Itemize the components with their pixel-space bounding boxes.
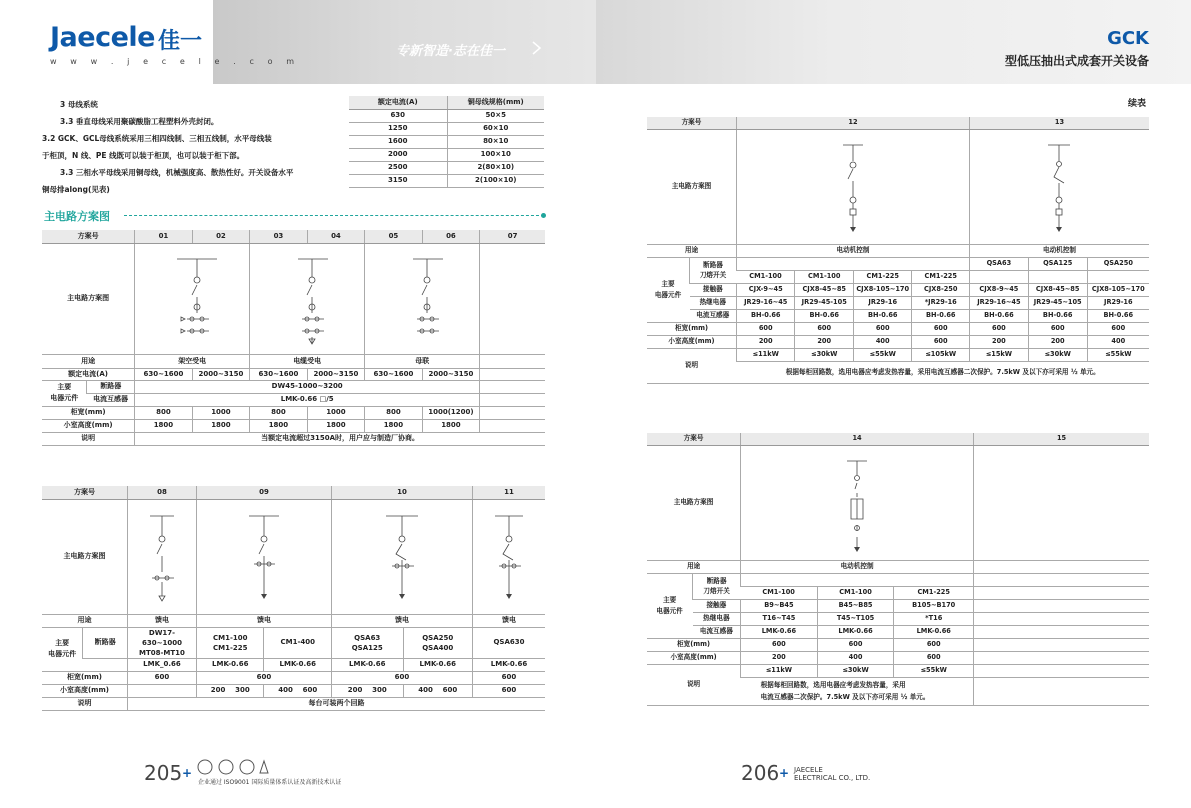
table-cell: 100×10 [447,148,544,161]
table-cell-part: 400 [278,686,293,694]
table-cell: 800 [365,406,423,419]
circuit-diagram-05-06 [365,243,480,354]
table-header: 02 [192,230,250,243]
table-cell: 800 [135,406,193,419]
table-cell: DW17-630~1000 MT08-MT10 [127,627,196,658]
table-cell: ≤55kW [894,664,974,677]
table-cell [974,638,1149,651]
text-line: 于柜顶，N 线、PE 线既可以装于柜顶，也可以装于柜下部。 [42,151,245,160]
table-cell: 2000~3150 [307,368,365,380]
busbar-table [349,96,544,188]
table-cell: 200 [969,335,1028,348]
table-header: 05 [365,230,423,243]
table-cell [196,684,264,697]
table-header: 12 [736,117,969,129]
table-cell [1028,270,1087,283]
circuit-diagram [137,247,247,347]
row-label: 小室高度(mm) [42,684,127,697]
table-cell-part: 600 [442,686,458,694]
table-cell: 电动机控制 [741,560,974,573]
row-label: 主要 电器元件 [42,380,87,406]
scheme-table-01-07 [42,230,545,446]
table-cell [974,560,1149,573]
table-cell: ≤30kW [795,348,854,361]
table-cell: 600 [472,684,545,697]
footer-company-name: JAECELE [794,766,823,774]
table-cell [974,677,1149,705]
circuit-diagram-08 [127,499,196,614]
table-cell: 80×10 [447,135,544,148]
left-header [0,0,596,84]
row-label: 主电路方案图 [42,499,127,614]
slogan: 专新智造·志在佳一 [396,44,505,59]
table-cell: QSA125 [1028,257,1087,270]
row-label: 用途 [647,244,736,257]
text-line: 3.3 三相水平母线采用铜母线，机械强度高、散热性好。开关设备水平 [60,168,294,177]
table-cell: 600 [1028,322,1087,335]
table-cell: BH-0.66 [795,309,854,322]
table-header: 03 [250,230,308,243]
table-cell-part: 400 [418,686,433,694]
table-cell: 600 [912,335,970,348]
table-cell: QSA630 [472,627,545,658]
table-cell: 1800 [422,419,480,432]
table-header: 09 [196,486,331,499]
circuit-diagram [367,247,477,347]
table-cell: 630 [349,109,447,122]
table-cell: 600 [331,671,472,684]
table-cell [264,684,332,697]
table-cell: 根据每柜回路数，选用电器应考虑发热容量，采用电流互感器二次保护。7.5kW 及以下亦可采用 ½ 单元。 [736,361,1149,383]
table-cell: 馈电 [196,614,331,627]
table-cell: 600 [817,638,894,651]
table-cell: CJX8-45~85 [795,283,854,296]
table-cell: ≤11kW [741,664,818,677]
table-header: 方案号 [42,486,127,499]
table-cell: LMK-0.66 [264,658,332,671]
table-cell [974,599,1149,612]
scheme-table-08-11 [42,486,545,711]
table-cell: CJX8-105~170 [853,283,912,296]
table-cell: CM1-100 [736,270,795,283]
row-label: 柜宽(mm) [42,406,135,419]
table-header: 06 [422,230,480,243]
row-label: 小室高度(mm) [647,651,741,664]
circuit-diagram [475,502,543,607]
table-cell: 200 [795,335,854,348]
row-label: 主电路方案图 [647,129,736,244]
table-header: 04 [307,230,365,243]
table-cell: JR29-16 [853,296,912,309]
table-cell-part: 300 [372,686,387,694]
table-cell: JR29-16~45 [736,296,795,309]
table-cell: 400 [1087,335,1149,348]
row-label: 主要 电器元件 [42,627,83,671]
table-cell: 630~1600 [365,368,423,380]
table-cell: 800 [250,406,308,419]
circuit-diagram-07 [480,243,545,354]
circuit-diagram [130,502,194,607]
table-cell: CJX-9~45 [736,283,795,296]
circuit-diagram [739,131,967,239]
row-label: 小室高度(mm) [42,419,135,432]
table-cell [974,625,1149,638]
table-cell: CM1-400 [264,627,332,658]
table-header: 01 [135,230,193,243]
table-cell: CM1-100 [795,270,854,283]
table-cell: CM1-225 [894,586,974,599]
table-cell: T16~T45 [741,612,818,625]
row-label: 说明 [42,697,127,710]
row-label: 主电路方案图 [42,243,135,354]
product-title: GCK [1107,28,1149,49]
table-cell [331,684,403,697]
table-cell: JR29-45-105 [795,296,854,309]
table-cell: LMK-0.66 [196,658,264,671]
table-cell: 600 [127,671,196,684]
table-cell: 1800 [192,419,250,432]
note-line: 电流互感器二次保护。7.5kW 及以下亦可采用 ½ 单元。 [760,693,930,701]
circuit-diagram [743,447,971,555]
table-cell: T45~T105 [817,612,894,625]
table-cell: CM1-225 [853,270,912,283]
table-cell: 2500 [349,161,447,174]
table-header: 15 [974,433,1149,445]
table-cell: 600 [969,322,1028,335]
row-label: 主要 电器元件 [647,573,693,638]
row-label: 用途 [42,614,127,627]
table-cell: CJX8-105~170 [1087,283,1149,296]
continued-label: 续表 [1128,99,1147,109]
footer-company-sub: ELECTRICAL CO., LTD. [794,774,871,782]
table-cell: LMK-0.66 [472,658,545,671]
plus-icon: + [182,766,193,780]
table-cell: LMK_0.66 [127,658,196,671]
table-header: 14 [741,433,974,445]
note-line: 根据每柜回路数，选用电器应考虑发热容量，采用 [760,681,906,689]
table-cell: ≤30kW [817,664,894,677]
table-cell: 200 [741,651,818,664]
table-cell: ≤105kW [912,348,970,361]
table-header: 07 [480,230,545,243]
table-cell: 400 [817,651,894,664]
table-cell: 每台可装两个回路 [127,697,545,710]
table-header: 铜母线规格(mm) [447,96,544,109]
row-label: 电流互感器 [87,393,135,406]
table-cell: 600 [853,322,912,335]
row-label: 用途 [647,560,741,573]
table-cell: 2000~3150 [192,368,250,380]
circuit-diagram-03-04 [250,243,365,354]
table-cell [741,573,974,586]
table-cell [974,651,1149,664]
table-cell: BH-0.66 [969,309,1028,322]
table-header: 方案号 [42,230,135,243]
table-cell: JR29-16~45 [969,296,1028,309]
table-cell [83,658,128,671]
table-cell: ≤55kW [1087,348,1149,361]
table-cell: 馈电 [472,614,545,627]
table-cell [127,684,196,697]
table-cell: 1800 [365,419,423,432]
section-title: 主电路方案图 [44,210,110,223]
row-label: 说明 [647,348,736,383]
row-label: 说明 [42,432,135,445]
table-cell: LMK-0.66 [331,658,403,671]
table-cell [974,612,1149,625]
table-cell: 2000~3150 [422,368,480,380]
table-cell: B9~B45 [741,599,818,612]
table-cell: ≤55kW [853,348,912,361]
table-cell: BH-0.66 [1087,309,1149,322]
page-number-right: 206 [741,761,780,785]
table-cell [969,270,1028,283]
table-header: 10 [331,486,472,499]
row-label: 柜宽(mm) [647,638,741,651]
table-cell: CJX8-45~85 [1028,283,1087,296]
table-cell: 当额定电流超过3150A时，用户应与制造厂协商。 [135,432,545,445]
circuit-diagram [199,502,329,607]
table-cell: 2(100×10) [447,174,544,187]
table-cell [1087,270,1149,283]
row-label: 主要 电器元件 [647,257,690,322]
circuit-diagram-11 [472,499,545,614]
table-cell: 电动机控制 [736,244,969,257]
page-number-left: 205 [144,761,183,785]
circuit-diagram-13 [969,129,1149,244]
table-cell: 600 [912,322,970,335]
table-cell: 200 [736,335,795,348]
table-cell: DW45-1000~3200 [135,380,480,393]
table-cell: LMK-0.66 □/5 [135,393,480,406]
table-cell [480,368,545,380]
table-cell: CM1-225 [912,270,970,283]
row-label: 柜宽(mm) [647,322,736,335]
table-cell-part: 200 [210,686,226,694]
table-cell [403,684,472,697]
table-header: 额定电流(A) [349,96,447,109]
scheme-table-14-15 [647,433,1149,706]
table-header: 方案号 [647,117,736,129]
scheme-table-12-13 [647,117,1149,384]
table-cell: 1250 [349,122,447,135]
table-cell: 1000 [192,406,250,419]
row-label: 电流互感器 [690,309,737,322]
table-cell: 1800 [250,419,308,432]
table-cell: 馈电 [331,614,472,627]
table-cell: QSA63 QSA125 [331,627,403,658]
table-cell: CM1-100 [741,586,818,599]
table-cell: 架空受电 [135,354,250,368]
table-cell-part: 300 [235,686,250,694]
circuit-diagram-15 [974,445,1149,560]
circuit-diagram [334,502,470,607]
circuit-diagram-12 [736,129,969,244]
table-cell: LMK-0.66 [403,658,472,671]
table-cell: BH-0.66 [853,309,912,322]
row-label: 小室高度(mm) [647,335,736,348]
table-header: 11 [472,486,545,499]
row-label: 断路器 [87,380,135,393]
row-label: 电流互感器 [693,625,741,638]
row-label: 额定电流(A) [42,368,135,380]
table-cell [974,573,1149,586]
table-cell: CJX8-250 [912,283,970,296]
table-cell [480,393,545,406]
circuit-diagram-14 [741,445,974,560]
table-cell: B45~B85 [817,599,894,612]
circuit-diagram-09 [196,499,331,614]
table-cell: 630~1600 [135,368,193,380]
table-cell: ≤11kW [736,348,795,361]
row-label: 断路器 刀熔开关 [693,573,741,599]
text-line: 铜母排along(见表) [42,185,110,194]
row-label: 热继电器 [690,296,737,309]
table-cell: *JR29-16 [912,296,970,309]
row-label: 用途 [42,354,135,368]
table-cell: BH-0.66 [912,309,970,322]
text-line: 3.3 垂直母线采用聚碳酸脂工程塑料外壳封闭。 [60,117,219,126]
table-header: 13 [969,117,1149,129]
table-cell: 1000 [307,406,365,419]
circuit-diagram [972,131,1147,239]
table-cell: 馈电 [127,614,196,627]
table-cell: 600 [741,638,818,651]
certification-icons [196,758,270,776]
table-cell: 600 [795,322,854,335]
table-cell: ≤30kW [1028,348,1087,361]
circuit-diagram-10 [331,499,472,614]
busbar-description [42,96,340,198]
table-cell: *T16 [894,612,974,625]
row-label: 接触器 [690,283,737,296]
table-cell [741,677,974,705]
table-cell: 50×5 [447,109,544,122]
circuit-diagram-01-02 [135,243,250,354]
section-divider [124,215,544,216]
table-header: 方案号 [647,433,741,445]
row-label: 热继电器 [693,612,741,625]
table-cell: CJX8-9~45 [969,283,1028,296]
table-cell: 200 [1028,335,1087,348]
product-subtitle: 型低压抽出式成套开关设备 [1004,54,1149,68]
table-cell [480,406,545,419]
table-cell: 电缆受电 [250,354,365,368]
table-cell: 1800 [307,419,365,432]
table-cell: QSA250 QSA400 [403,627,472,658]
table-cell [480,354,545,368]
table-cell: 3150 [349,174,447,187]
row-label: 接触器 [693,599,741,612]
table-cell: QSA63 [969,257,1028,270]
table-cell: JR29-16 [1087,296,1149,309]
row-label: 柜宽(mm) [42,671,127,684]
table-header: 08 [127,486,196,499]
table-cell: QSA250 [1087,257,1149,270]
table-cell: 600 [736,322,795,335]
row-label: 断路器 [83,627,128,658]
table-cell: LMK-0.66 [894,625,974,638]
table-cell-part: 200 [347,686,363,694]
table-cell: 600 [894,651,974,664]
company-logo-cn: 佳一 [158,29,203,54]
company-logo: Jaecele [50,22,155,53]
table-cell: 1800 [135,419,193,432]
table-cell: 600 [472,671,545,684]
table-cell: 400 [853,335,912,348]
section-dot [541,213,546,218]
table-cell: BH-0.66 [736,309,795,322]
table-cell: 2(80×10) [447,161,544,174]
table-cell [974,586,1149,599]
table-cell: 630~1600 [250,368,308,380]
table-cell: LMK-0.66 [817,625,894,638]
right-header [596,0,1191,84]
row-label: 断路器 刀熔开关 [690,257,737,283]
row-label: 说明 [647,664,741,705]
company-url: w w w . j e c e l e . c o m [50,57,300,66]
table-cell: B105~B170 [894,599,974,612]
table-cell [480,419,545,432]
row-label: 主电路方案图 [647,445,741,560]
table-cell: 1600 [349,135,447,148]
table-cell: CM1-100 [817,586,894,599]
table-cell [736,257,969,270]
table-cell: 600 [1087,322,1149,335]
table-cell: BH-0.66 [1028,309,1087,322]
text-line: 3.2 GCK、GCL母线系统采用三相四线制、三相五线制，水平母线装 [42,134,272,143]
table-cell: 1000(1200) [422,406,480,419]
circuit-diagram [252,247,362,347]
table-cell [974,664,1149,677]
chevron-right-icon [530,40,544,56]
table-cell [480,380,545,393]
table-cell-part: 600 [302,686,318,694]
table-cell: ≤15kW [969,348,1028,361]
table-cell: LMK-0.66 [741,625,818,638]
table-cell: JR29-45~105 [1028,296,1087,309]
plus-icon: + [779,766,790,780]
table-cell: 2000 [349,148,447,161]
table-cell: CM1-100 CM1-225 [196,627,264,658]
footer-certification-note: 企业通过 ISO9001 国际质量体系认证及高新技术认证 [198,779,342,786]
table-cell: 600 [196,671,331,684]
table-cell: 60×10 [447,122,544,135]
table-cell: 母联 [365,354,480,368]
table-cell: 电动机控制 [969,244,1149,257]
text-line: 3 母线系统 [60,100,98,109]
table-cell: 600 [894,638,974,651]
